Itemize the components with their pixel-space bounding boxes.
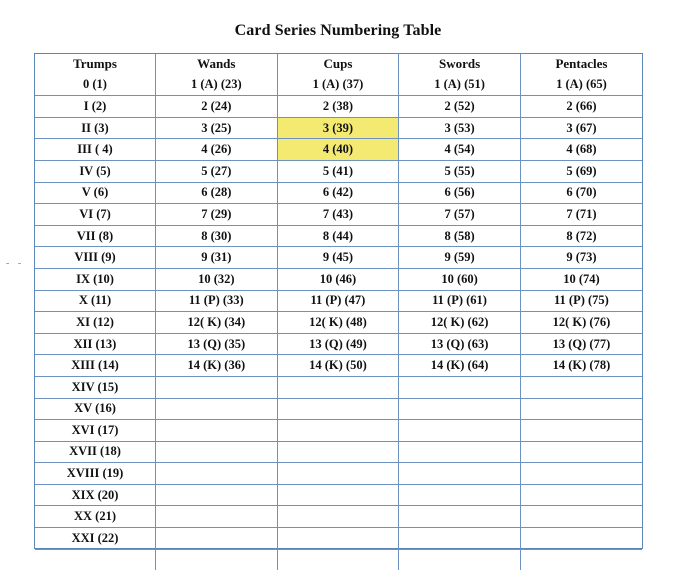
cell-wands: 10 (32) [156,268,278,290]
header-row [35,54,642,75]
table-row [35,463,642,485]
cell-trumps: XV (16) [35,398,156,420]
cell-cups: 11 (P) (47) [277,290,399,312]
table-row [35,484,642,506]
cell-swords: 11 (P) (61) [399,290,521,312]
cell-swords [399,441,521,463]
cell-swords: 10 (60) [399,268,521,290]
cell-swords [399,398,521,420]
cell-trumps: XIX (20) [35,484,156,506]
cell-cups: 8 (44) [277,225,399,247]
table-row [35,355,642,377]
page-title: Card Series Numbering Table [234,22,442,39]
cell-trumps: XI (12) [35,312,156,334]
cell-wands [156,528,278,550]
cell-swords: 3 (53) [399,117,521,139]
cell-trumps: IV (5) [35,160,156,182]
cell-trumps: VI (7) [35,204,156,226]
cell-trumps: V (6) [35,182,156,204]
column-header-swords: Swords [399,54,521,75]
cell-swords: 1 (A) (51) [399,75,521,96]
cell-wands: 6 (28) [156,182,278,204]
cell-pentacles: 8 (72) [520,225,642,247]
numbering-table [35,54,642,570]
cell-cups [277,420,399,442]
cell-pentacles: 13 (Q) (77) [520,333,642,355]
numbering-table-container [34,53,643,549]
cell-swords: 2 (52) [399,96,521,118]
cell-wands: 5 (27) [156,160,278,182]
cell-wands [156,398,278,420]
cell-pentacles [520,549,642,570]
cell-pentacles [520,420,642,442]
highlighted-cell-cups: 4 (40) [277,139,399,161]
cell-wands [156,484,278,506]
table-row [35,528,642,550]
cell-pentacles: 10 (74) [520,268,642,290]
cell-pentacles: 5 (69) [520,160,642,182]
column-header-wands: Wands [156,54,278,75]
cell-wands: 14 (K) (36) [156,355,278,377]
table-row [35,247,642,269]
cell-wands: 2 (24) [156,96,278,118]
column-header-pentacles: Pentacles [555,56,608,72]
table-row [35,441,642,463]
highlighted-cell-cups: 3 (39) [277,117,399,139]
cell-trumps: 0 (1) [35,75,156,96]
table-row [35,420,642,442]
cell-swords [399,549,521,570]
cell-wands [156,506,278,528]
cell-pentacles: 9 (73) [520,247,642,269]
table-body [35,75,642,571]
cell-trumps: XVI (17) [35,420,156,442]
cell-cups: 10 (46) [277,268,399,290]
cell-trumps: IX (10) [35,268,156,290]
cell-trumps: XII (13) [35,333,156,355]
cell-cups [277,398,399,420]
cell-cups [277,441,399,463]
cell-pentacles [520,398,642,420]
cell-swords [399,506,521,528]
cell-trumps [35,549,156,570]
cell-pentacles: 11 (P) (75) [520,290,642,312]
cell-wands: 13 (Q) (35) [156,333,278,355]
cell-swords: 12( K) (62) [399,312,521,334]
cell-trumps: XIV (15) [35,376,156,398]
cell-cups: 7 (43) [277,204,399,226]
cell-wands: 12( K) (34) [156,312,278,334]
column-header-cups: Cups [277,54,399,75]
cell-cups: 6 (42) [277,182,399,204]
table-row [35,333,642,355]
table-row [35,312,642,334]
cell-pentacles [520,441,642,463]
scan-mark: - - [6,258,25,269]
cell-trumps: III ( 4) [35,139,156,161]
cell-pentacles: 12( K) (76) [520,312,642,334]
cell-pentacles [520,506,642,528]
cell-cups [277,376,399,398]
cell-trumps: XVIII (19) [35,463,156,485]
cell-cups: 13 (Q) (49) [277,333,399,355]
cell-wands [156,441,278,463]
cell-trumps: X (11) [35,290,156,312]
cell-swords [399,463,521,485]
cell-cups: 2 (38) [277,96,399,118]
table-header [35,54,642,75]
cell-swords [399,376,521,398]
cell-cups: 12( K) (48) [277,312,399,334]
table-row [35,506,642,528]
table-row [35,117,642,139]
cell-trumps: XVII (18) [35,441,156,463]
table-row [35,268,642,290]
cell-pentacles: 6 (70) [520,182,642,204]
cell-pentacles [520,528,642,550]
cell-cups: 9 (45) [277,247,399,269]
cell-wands: 8 (30) [156,225,278,247]
table-row [35,290,642,312]
cell-wands: 3 (25) [156,117,278,139]
cell-cups [277,506,399,528]
cell-pentacles [520,376,642,398]
cell-wands [156,463,278,485]
table-row [35,182,642,204]
cell-pentacles: 7 (71) [520,204,642,226]
cell-swords [399,420,521,442]
cell-cups: 1 (A) (37) [277,75,399,96]
cell-swords: 14 (K) (64) [399,355,521,377]
cell-trumps: I (2) [35,96,156,118]
column-header-trumps: Trumps [35,54,156,75]
table-row [35,75,642,96]
cell-cups: 14 (K) (50) [277,355,399,377]
cell-trumps: II (3) [35,117,156,139]
cell-cups [277,484,399,506]
cell-wands: 4 (26) [156,139,278,161]
table-row [35,160,642,182]
cell-pentacles: 2 (66) [520,96,642,118]
cell-wands [156,549,278,570]
cell-swords [399,528,521,550]
cell-wands: 1 (A) (23) [156,75,278,96]
cell-cups: 5 (41) [277,160,399,182]
cell-trumps: XXI (22) [35,528,156,550]
cell-wands: 11 (P) (33) [156,290,278,312]
cell-trumps: XIII (14) [35,355,156,377]
cell-pentacles: 4 (68) [520,139,642,161]
cell-pentacles [520,463,642,485]
cell-swords: 5 (55) [399,160,521,182]
cell-pentacles: 3 (67) [520,117,642,139]
table-row [35,549,642,570]
cell-pentacles [520,484,642,506]
table-row [35,96,642,118]
table-row [35,398,642,420]
cell-swords [399,484,521,506]
cell-swords: 7 (57) [399,204,521,226]
cell-swords: 6 (56) [399,182,521,204]
table-row [35,376,642,398]
cell-cups [277,528,399,550]
cell-pentacles: 1 (A) (65) [520,75,642,96]
cell-cups [277,549,399,570]
cell-wands [156,420,278,442]
cell-trumps: VIII (9) [35,247,156,269]
cell-swords: 4 (54) [399,139,521,161]
cell-swords: 8 (58) [399,225,521,247]
cell-wands: 7 (29) [156,204,278,226]
cell-trumps: VII (8) [35,225,156,247]
table-row [35,225,642,247]
cell-wands [156,376,278,398]
table-row [35,204,642,226]
cell-cups [277,463,399,485]
cell-swords: 13 (Q) (63) [399,333,521,355]
table-row [35,139,642,161]
cell-swords: 9 (59) [399,247,521,269]
cell-wands: 9 (31) [156,247,278,269]
cell-pentacles: 14 (K) (78) [520,355,642,377]
cell-trumps: XX (21) [35,506,156,528]
